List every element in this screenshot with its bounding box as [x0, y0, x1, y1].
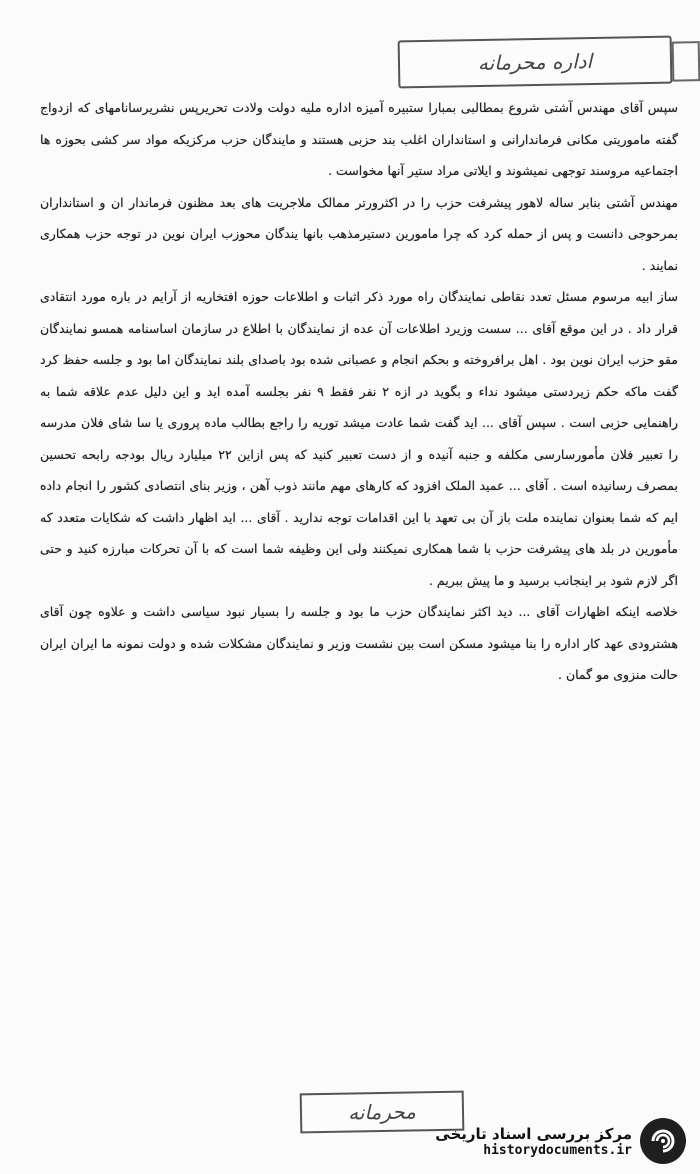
- archive-watermark: [435, 1118, 686, 1164]
- stamp-text-top: اداره محرمانه: [477, 49, 593, 75]
- archive-name: مرکز بررسی اسناد تاریخی: [435, 1124, 632, 1143]
- paragraph-1: سپس آقای مهندس آشتی شروع بمطالبی بمبارا ستبیره آمیزه اداره ملیه دولت ولادت تحریرپس نشریرسانامهای که ازدواج گفته ماموریتی مکانی فرماندارانی و استانداران اغلب بند حزبی هستند و مایندگان حزب مرکزیکه مواد سر کشی بحوزه ها اجتماعیه مروسند توجهی نمیشوند و ایلاتی مراد ستیر آنها مخواست .: [40, 100, 678, 178]
- confidential-stamp-top: [398, 36, 673, 89]
- paragraph-3: ساز ابیه مرسوم مسئل تعدد نقاطی نمایندگان راه مورد ذکر اثبات و اطلاعات حوزه افتخاریه از آرایم در باره مورد انتقادی قرار داد . در این موقع آقای ... سست وزیرد اطلاعات آن عده از نمایندگان با اطلاع در سازمان اساسنامه همسو نمایندگان مقو حزب ایران نوین بود . اهل برافروخته و بحکم انجام و عصبانی شده بود باصدای بلند نمایندگان اما بود و جلسه حفظ کرد گفت ماکه حکم زیردستی میشود نداء و بگوید در ازه ۲ نفر فقط ۹ نفر بجلسه آمده اید و این دلیل عدم علاقه شما به راهنمایی حزبی است . سپس آقای ... اید گفت شما عادت میشد توریه را راجع بطالب ماده پروری یا سا شای فلان مدرسه را تعبیر فلان مأمورسارسی مکلفه و جنبه آنیده و از دست تعبیر کنید که پس ازاین ۲۲ میلیارد ریال بودجه رابحه تحسین بمصرف رسانیده است . آقای ... عمید الملک افزود که کارهای مهم مانند ذوب آهن ، وزیر بنای انتصادی کشور را انجام داده ایم که شما بعنوان نماینده ملت باز آن بی تعهد با این اقدامات توجه ندارید . آقای ... اید اظهار داشت که شکایات متعدد که مأمورین در بلد های پیشرفت حزب با شما همکاری نمیکنند ولی این وظیفه شما است که با آن تحرکات مبارزه کنید و حتی اگر لازم شود بر اینجانب برسید و ما پیش ببریم .: [40, 289, 678, 588]
- paragraph-2: مهندس آشتی بنابر ساله لاهور پیشرفت حزب را در اکثرورتر ممالک ملاجریت های بعد مظنون فرماندار ان و استانداران بمرحوجی دانست و پس از حمله کرد که چرا مامورین دستیرمذهب بانها یندگان محوزب ایران نوین در توجه حزب همکاری نمایند .: [40, 194, 678, 273]
- document-body: [40, 92, 678, 691]
- archive-url[interactable]: historydocuments.ir: [483, 1142, 632, 1158]
- stamp-text-bottom: محرمانه: [347, 1099, 417, 1125]
- paragraph-4: خلاصه اینکه اظهارات آقای ... دید اکثر نمایندگان حزب ما بود و جلسه را بسیار نبود سیاسی داشت و علاوه چون آقای هشترودی عهد کار اداره را بنا میشود مسکن است بین نشست وزیر و نمایندگان مشکلات شده و دولت نمونه ما ایران ایران حالت منزوی مو گمان .: [40, 604, 678, 682]
- archive-logo-icon: [640, 1118, 686, 1164]
